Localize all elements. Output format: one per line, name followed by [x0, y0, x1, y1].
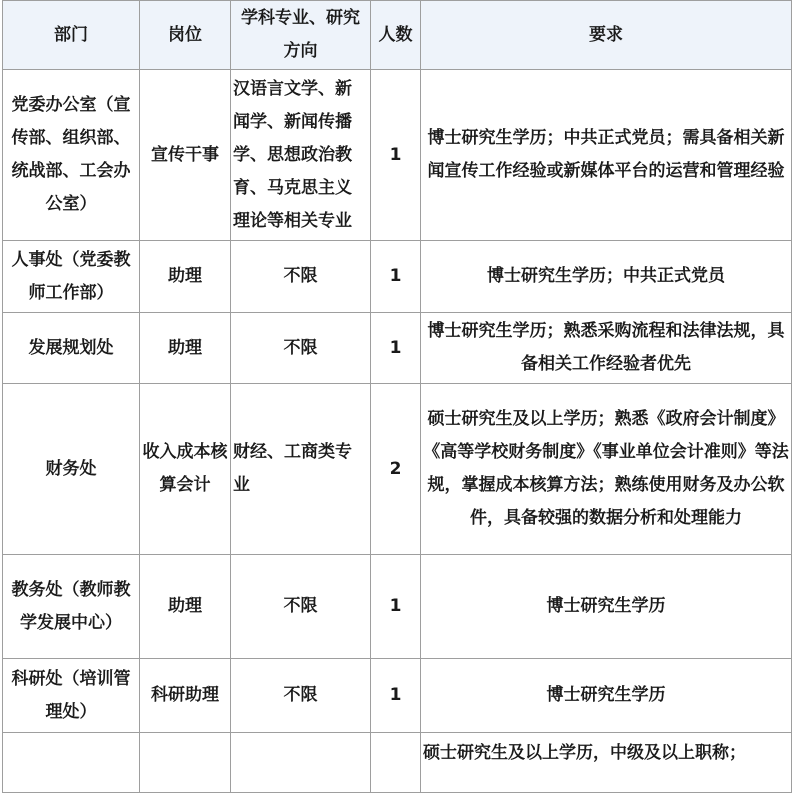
major-cell: 财经、工商类专业 [231, 384, 371, 555]
dept-cell: 人事处（党委教师工作部） [3, 241, 140, 313]
dept-cell: 财务处 [3, 384, 140, 555]
table-row [3, 733, 792, 793]
major-cell: 汉语言文学、新闻学、新闻传播学、思想政治教育、马克思主义理论等相关专业 [231, 70, 371, 241]
post-cell: 科研助理 [140, 659, 231, 733]
requirements-cell: 博士研究生学历；中共正式党员 [421, 241, 792, 313]
table-header-row [3, 1, 792, 70]
post-cell: 收入成本核算会计 [140, 384, 231, 555]
major-cell: 不限 [231, 555, 371, 659]
post-cell: 宣传干事 [140, 70, 231, 241]
table-row [3, 313, 792, 384]
post-cell [140, 733, 231, 793]
dept-cell [3, 733, 140, 793]
count-cell: 1 [371, 241, 421, 313]
table-row [3, 659, 792, 733]
requirements-cell: 博士研究生学历 [421, 555, 792, 659]
recruitment-table [2, 0, 792, 793]
dept-cell: 党委办公室（宣传部、组织部、统战部、工会办公室） [3, 70, 140, 241]
post-cell: 助理 [140, 555, 231, 659]
major-cell [231, 733, 371, 793]
count-cell [371, 733, 421, 793]
table-row [3, 70, 792, 241]
header-requirements: 要求 [421, 1, 792, 70]
requirements-cell: 博士研究生学历；熟悉采购流程和法律法规，具备相关工作经验者优先 [421, 313, 792, 384]
post-cell: 助理 [140, 241, 231, 313]
header-major: 学科专业、研究方向 [231, 1, 371, 70]
table-row [3, 555, 792, 659]
major-cell: 不限 [231, 313, 371, 384]
count-cell: 1 [371, 70, 421, 241]
requirements-cell: 硕士研究生及以上学历；熟悉《政府会计制度》《高等学校财务制度》《事业单位会计准则》等法规，掌握成本核算方法；熟练使用财务及办公软件，具备较强的数据分析和处理能力 [421, 384, 792, 555]
count-cell: 1 [371, 313, 421, 384]
table-row [3, 384, 792, 555]
table-row [3, 241, 792, 313]
count-cell: 2 [371, 384, 421, 555]
requirements-cell: 博士研究生学历 [421, 659, 792, 733]
header-dept: 部门 [3, 1, 140, 70]
requirements-cell: 博士研究生学历；中共正式党员；需具备相关新闻宣传工作经验或新媒体平台的运营和管理经验 [421, 70, 792, 241]
major-cell: 不限 [231, 241, 371, 313]
dept-cell: 科研处（培训管理处） [3, 659, 140, 733]
count-cell: 1 [371, 555, 421, 659]
dept-cell: 发展规划处 [3, 313, 140, 384]
header-post: 岗位 [140, 1, 231, 70]
post-cell: 助理 [140, 313, 231, 384]
dept-cell: 教务处（教师教学发展中心） [3, 555, 140, 659]
count-cell: 1 [371, 659, 421, 733]
header-count: 人数 [371, 1, 421, 70]
requirements-cell: 硕士研究生及以上学历，中级及以上职称； [421, 733, 792, 793]
major-cell: 不限 [231, 659, 371, 733]
